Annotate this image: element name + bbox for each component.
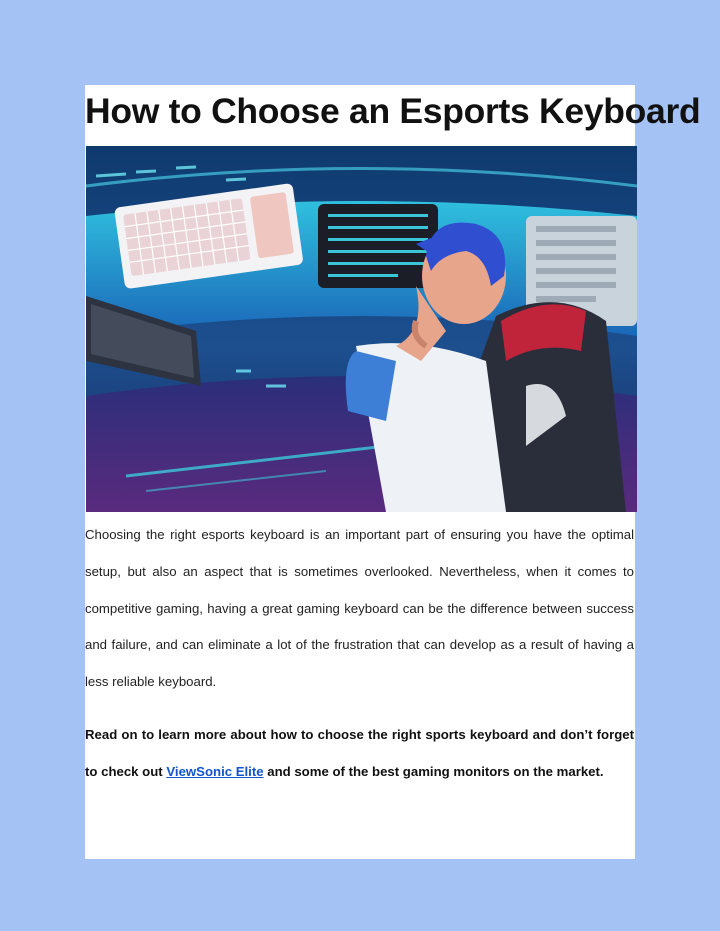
gamer-with-keyboards-illustration bbox=[86, 146, 637, 512]
intro-paragraph: Choosing the right esports keyboard is an important part of ensuring you have the optimal setup, but also an aspect that is sometimes overlooked. Nevertheless, when it comes to competitive gaming, having a great gaming keyboard can be the difference between success and failure, and can eliminate a lot of the frustration that can develop as a result of having a less reliable keyboard. bbox=[85, 527, 634, 690]
document-page bbox=[85, 85, 701, 859]
page-title: How to Choose an Esports Keyboard bbox=[85, 91, 701, 131]
hero-image bbox=[86, 146, 637, 512]
callout-text-after: and some of the best gaming monitors on the market. bbox=[263, 763, 604, 779]
callout-paragraph bbox=[85, 717, 634, 791]
callout-text-before: Read on to learn more about how to choose the right sports keyboard and don’t forget to check out bbox=[85, 727, 634, 779]
viewsonic-elite-link[interactable]: ViewSonic Elite bbox=[166, 763, 264, 779]
